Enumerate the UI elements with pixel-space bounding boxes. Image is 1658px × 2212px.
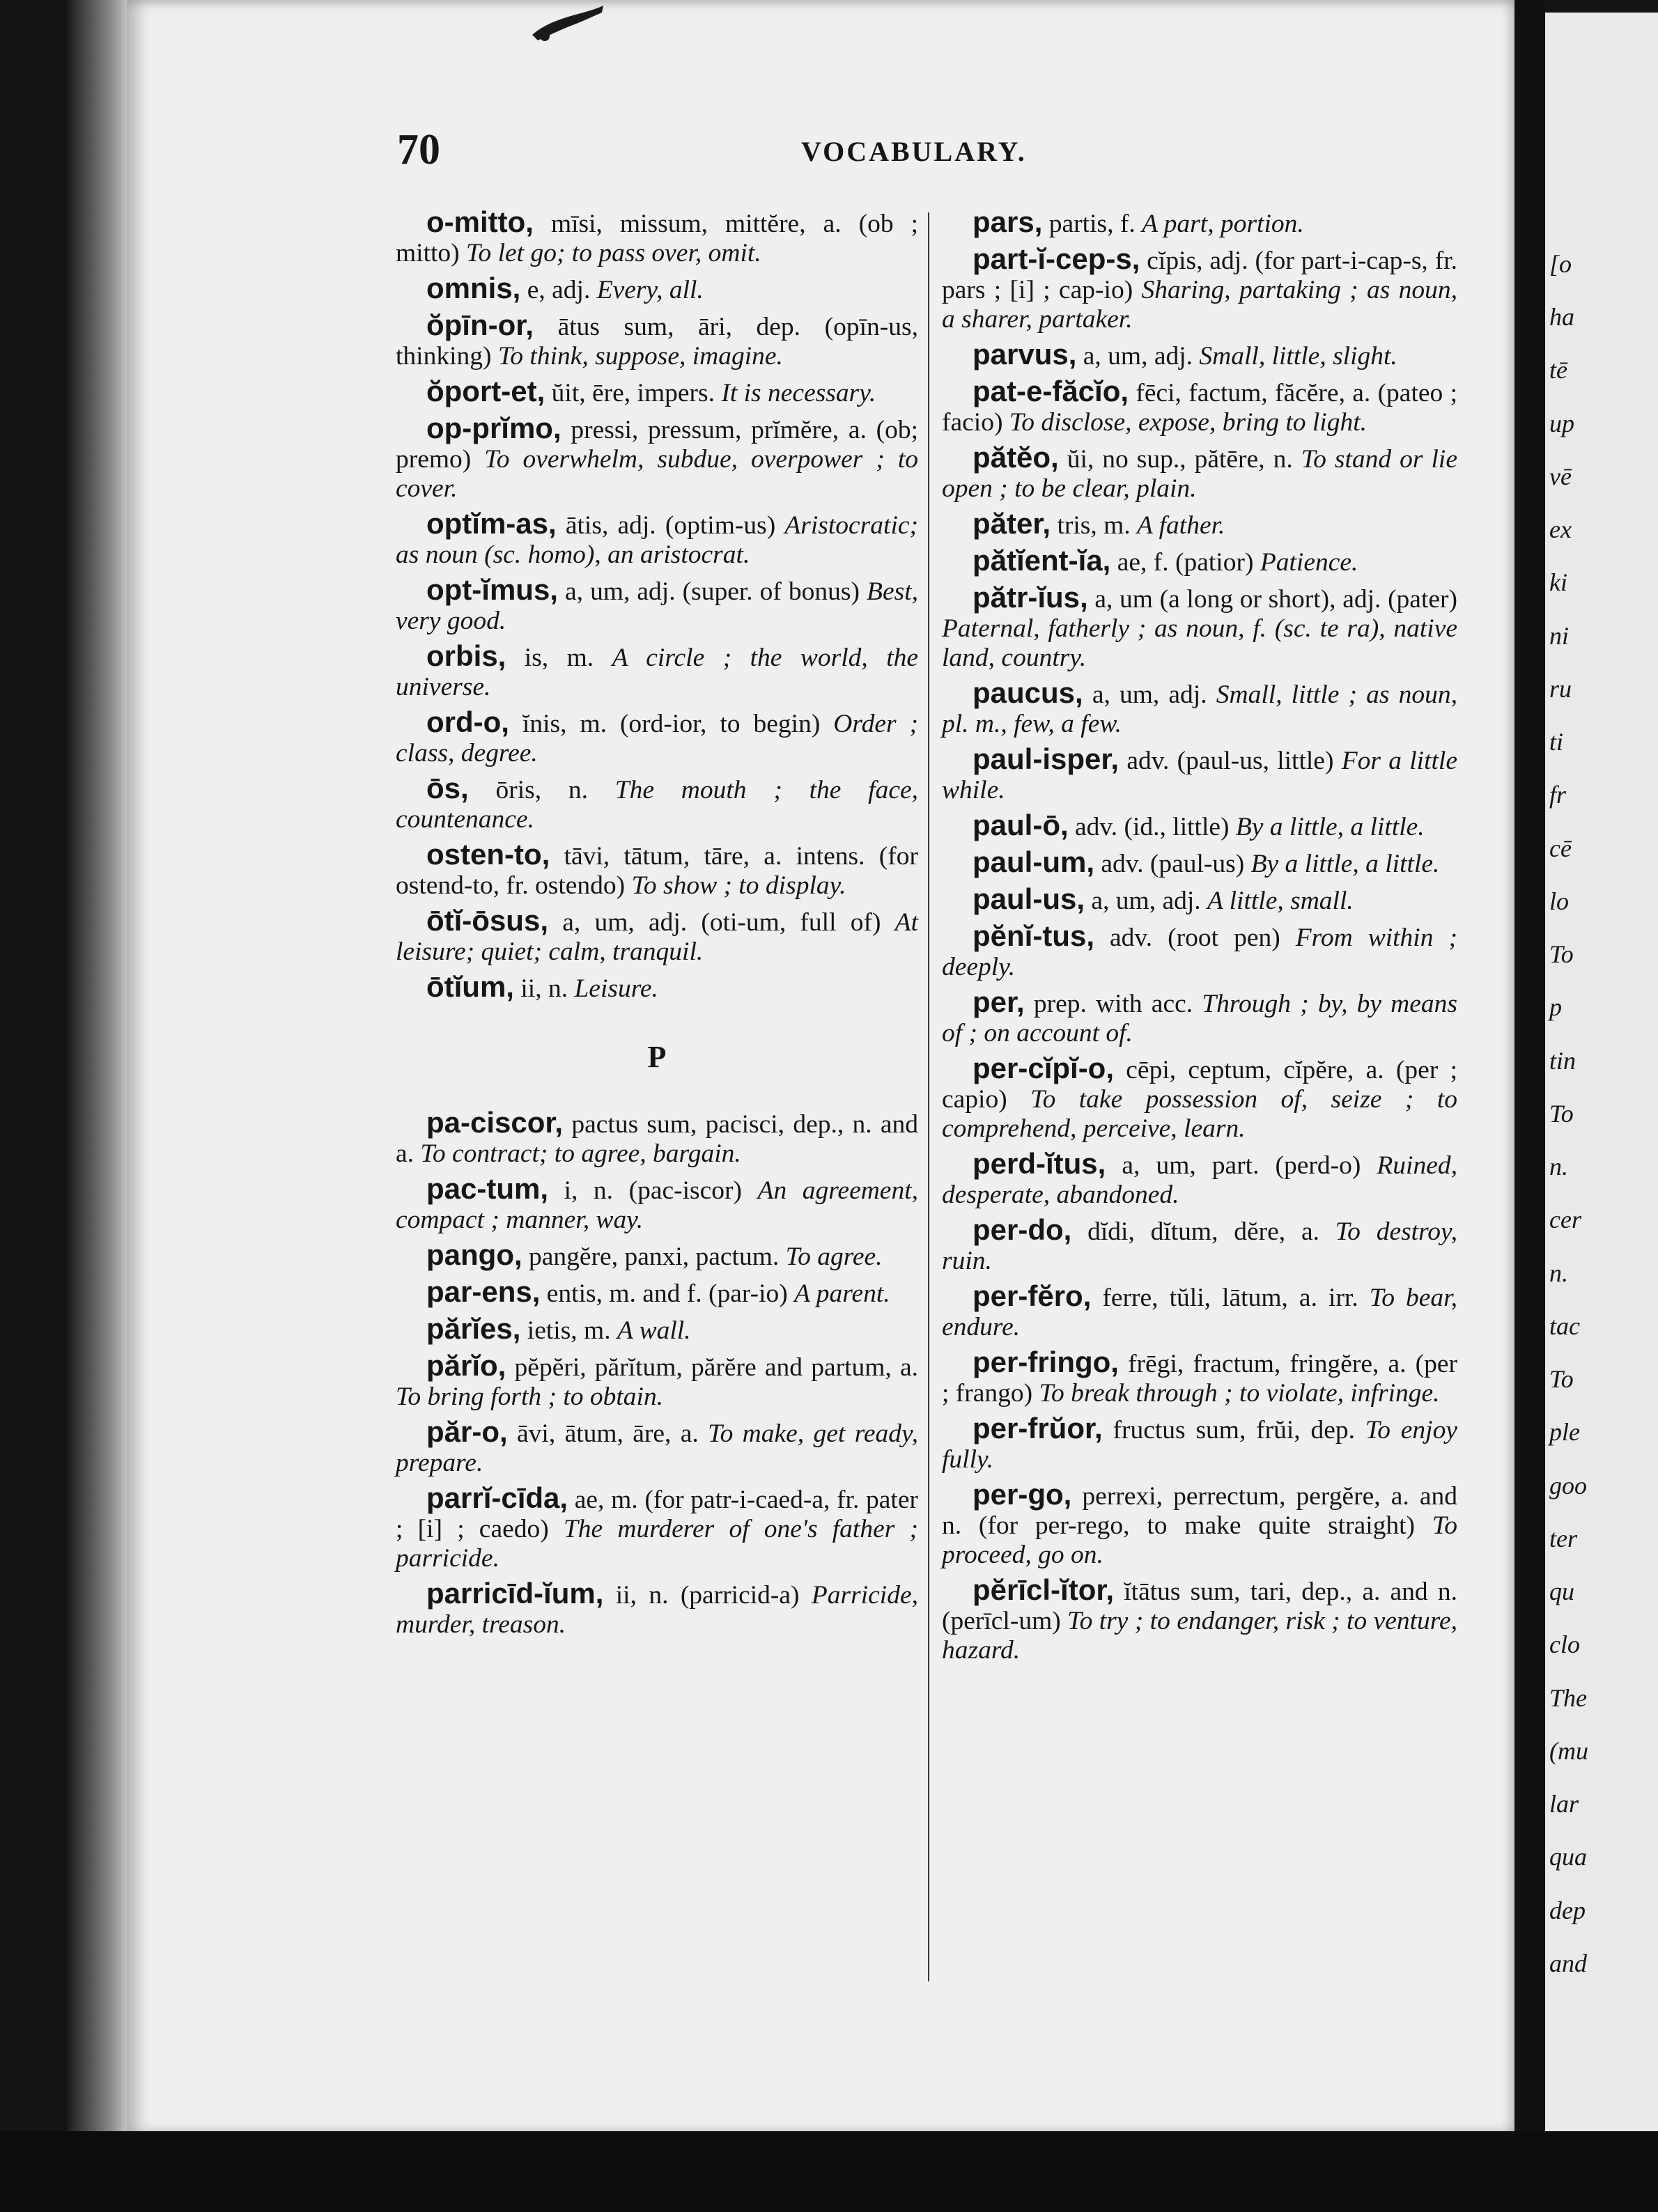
entry	[396, 414, 918, 504]
grammar: tris, m.	[1051, 511, 1138, 540]
grammar: a, um, part. (perd-o)	[1106, 1151, 1377, 1180]
definition: To show ; to display.	[631, 871, 846, 900]
grammar: a, um, adj.	[1083, 680, 1216, 709]
facing-page-fragment: n.	[1549, 1153, 1568, 1181]
headword: per-go,	[973, 1478, 1072, 1511]
facing-page-fragment: ha	[1549, 303, 1574, 332]
facing-page-fragment: To	[1549, 1365, 1574, 1394]
definition: A wall.	[617, 1316, 691, 1345]
definition: The murderer of one's father ; parricide.	[396, 1515, 919, 1573]
grammar: ŭit, ēre, impers.	[545, 379, 722, 407]
entry	[942, 1279, 1457, 1342]
definition: An agreement, compact ; manner, way.	[396, 1176, 918, 1234]
entry	[942, 1480, 1457, 1570]
facing-page-fragment: n.	[1549, 1259, 1568, 1287]
book-spine	[67, 0, 131, 2159]
headword: per-frŭor,	[973, 1412, 1103, 1444]
facing-page-fragment: qu	[1549, 1578, 1574, 1606]
facing-page-fragment: ex	[1549, 515, 1572, 544]
definition: To disclose, expose, bring to light.	[1009, 408, 1368, 437]
definition: By a little, a little.	[1250, 850, 1440, 878]
grammar: pangĕre, panxi, pactum.	[522, 1243, 786, 1271]
facing-page-fragment: cē	[1549, 834, 1572, 862]
headword: pĕnĭ-tus,	[973, 919, 1094, 952]
headword: parvus,	[973, 338, 1077, 371]
definition: To try ; to endanger, risk ; to venture, hazard.	[942, 1607, 1457, 1665]
facing-page-fragment: dep	[1549, 1896, 1586, 1924]
headword: parricīd-ĭum,	[426, 1577, 604, 1610]
definition: To enjoy fully.	[942, 1416, 1457, 1474]
definition: To proceed, go on.	[942, 1511, 1457, 1569]
grammar: ōris, n.	[468, 776, 615, 804]
entry	[396, 1174, 918, 1235]
definition: Patience.	[1260, 548, 1358, 577]
grammar: cĭpis, adj. (for part-i-cap-s, fr. pars ; [i] ; cap-io)	[942, 247, 1457, 304]
headword: paul-us,	[973, 882, 1085, 915]
facing-page-fragment: vē	[1549, 462, 1572, 490]
headword: optĭm-as,	[426, 507, 557, 540]
entry	[942, 678, 1457, 739]
entry	[942, 1149, 1457, 1210]
headword: osten-to,	[426, 838, 550, 871]
headword: parrĭ-cīda,	[426, 1481, 568, 1514]
page-gutter	[1514, 0, 1545, 2212]
definition: Through ; by, by means of ; on account of.	[942, 990, 1457, 1047]
entry	[396, 1483, 918, 1573]
headword: pătĭent-ĭa,	[973, 544, 1111, 577]
entry	[942, 1348, 1457, 1408]
grammar: adv. (paul-us)	[1094, 850, 1251, 878]
entry	[942, 509, 1457, 540]
facing-page-fragment: clo	[1549, 1630, 1580, 1659]
facing-page-fragment: To	[1549, 940, 1574, 969]
headword: păr-o,	[426, 1415, 508, 1448]
grammar: adv. (id., little)	[1068, 813, 1236, 841]
definition: A father.	[1137, 511, 1225, 540]
facing-page-fragment: (mu	[1549, 1736, 1588, 1765]
entry	[396, 972, 918, 1004]
entry	[942, 244, 1457, 334]
grammar: frēgi, fractum, fringĕre, a. (per ; frango)	[942, 1350, 1457, 1408]
scan-bottom-edge	[0, 2131, 1658, 2212]
headword: paucus,	[973, 676, 1083, 709]
entry	[942, 988, 1457, 1048]
headword: pa-ciscor,	[426, 1106, 564, 1139]
entry	[942, 205, 1457, 239]
entry	[396, 1240, 918, 1272]
definition: The mouth ; the face, countenance.	[396, 776, 918, 834]
entry	[942, 811, 1457, 842]
definition: To break through ; to violate, infringe.	[1039, 1379, 1440, 1408]
page-number: 70	[397, 126, 440, 173]
definition: Small, little, slight.	[1199, 342, 1397, 371]
definition: To agree.	[785, 1243, 883, 1271]
grammar: ietis, m.	[520, 1316, 617, 1345]
headword: paul-isper,	[973, 742, 1119, 775]
entry	[396, 641, 918, 702]
entry	[942, 340, 1457, 371]
headword: part-ĭ-cep-s,	[973, 242, 1140, 275]
headword: per,	[973, 986, 1025, 1018]
grammar: adv. (paul-us, little)	[1119, 747, 1342, 775]
headword: pango,	[426, 1238, 522, 1271]
entry	[396, 509, 918, 570]
entry	[396, 377, 918, 408]
definition: To overwhelm, subdue, overpower ; to cover.	[396, 445, 918, 503]
grammar: fructus sum, frŭi, dep.	[1102, 1416, 1365, 1444]
facing-page-fragment: ni	[1549, 621, 1570, 650]
entry	[396, 708, 918, 768]
entry	[396, 906, 918, 967]
entry	[396, 1579, 918, 1639]
grammar: ferre, tŭli, lātum, a. irr.	[1091, 1284, 1370, 1312]
headword: o-mitto,	[426, 205, 534, 238]
facing-page-fragment: ter	[1549, 1524, 1577, 1552]
facing-page-fragment: up	[1549, 409, 1574, 437]
headword: pătr-ĭus,	[973, 581, 1088, 614]
headword: pat-e-făcĭo,	[973, 375, 1129, 407]
grammar: ātus sum, āri, dep. (opīn-us, thinking)	[396, 313, 918, 371]
definition: At leisure; quiet; calm, tranquil.	[396, 908, 918, 966]
definition: For a little while.	[942, 747, 1457, 804]
grammar: ii, n. (parricid-a)	[603, 1581, 812, 1610]
grammar: cēpi, ceptum, cĭpĕre, a. (per ; capio)	[942, 1056, 1457, 1114]
grammar: ĭnis, m. (ord-ior, to begin)	[509, 710, 834, 738]
facing-page-fragment: tac	[1549, 1311, 1580, 1340]
left-column	[396, 205, 919, 1645]
headword: per-do,	[973, 1213, 1072, 1246]
definition: To think, suppose, imagine.	[497, 342, 783, 371]
grammar: a, um, adj. (oti-um, full of)	[548, 908, 895, 937]
definition: By a little, a little.	[1235, 813, 1425, 841]
grammar: fēci, factum, făcĕre, a. (pateo ; facio)	[942, 379, 1457, 437]
entry	[942, 583, 1457, 673]
headword: paul-ō,	[973, 809, 1069, 841]
grammar: ae, f. (patior)	[1110, 548, 1260, 577]
definition: A little, small.	[1207, 887, 1354, 915]
headword: opt-ĭmus,	[426, 573, 558, 606]
grammar: pĕpĕri, părĭtum, părĕre and partum, a.	[506, 1353, 918, 1382]
entry	[396, 274, 918, 305]
facing-page-fragment: cer	[1549, 1206, 1581, 1234]
definition: Small, little ; as noun, pl. m., few, a few.	[942, 680, 1457, 738]
entry	[396, 575, 918, 636]
headword: păter,	[973, 507, 1051, 540]
grammar: is, m.	[506, 644, 612, 672]
headword: pac-tum,	[426, 1172, 549, 1205]
grammar: ŭi, no sup., pătēre, n.	[1058, 445, 1301, 474]
definition: A parent.	[794, 1279, 890, 1308]
entry	[396, 1277, 918, 1309]
running-head	[397, 125, 1442, 181]
entry	[396, 1417, 918, 1478]
definition: A part, portion.	[1142, 210, 1304, 238]
definition: From within ; deeply.	[942, 924, 1457, 981]
definition: Ruined, desperate, abandoned.	[942, 1151, 1457, 1209]
definition: Aristocratic; as noun (sc. homo), an aristocrat.	[396, 511, 918, 569]
entry	[942, 1414, 1457, 1474]
grammar: adv. (root pen)	[1094, 924, 1296, 952]
grammar: e, adj.	[520, 276, 597, 304]
entry	[942, 882, 1457, 916]
facing-page-fragment: ple	[1549, 1418, 1580, 1447]
grammar: ātis, adj. (optim-us)	[556, 511, 785, 540]
grammar: prep. with acc.	[1024, 990, 1202, 1018]
entry	[396, 774, 918, 834]
headword: per-cĭpĭ-o,	[973, 1052, 1115, 1084]
entry	[396, 1351, 918, 1412]
headword: perd-ĭtus,	[973, 1147, 1106, 1180]
headword: ŏport-et,	[426, 375, 545, 407]
definition: To stand or lie open ; to be clear, plain.	[942, 445, 1457, 503]
headword: pĕrīcl-ĭtor,	[973, 1573, 1115, 1606]
definition: Leisure.	[574, 974, 658, 1003]
headword: per-fĕro,	[973, 1279, 1092, 1312]
entry	[942, 1215, 1457, 1276]
facing-page-fragment: fr	[1549, 781, 1567, 809]
headword: ŏpīn-or,	[426, 309, 534, 341]
facing-page-fragment: lo	[1549, 887, 1570, 915]
page-title: VOCABULARY.	[801, 136, 1027, 167]
facing-page-edge	[1545, 13, 1658, 2137]
ink-smudge-icon	[529, 4, 606, 42]
entry	[396, 1108, 918, 1169]
definition: It is necessary.	[721, 379, 876, 407]
grammar: pressi, pressum, prĭmĕre, a. (ob; premo)	[396, 416, 918, 474]
grammar: entis, m. and f. (par-io)	[540, 1279, 795, 1308]
facing-page-fragment: p	[1549, 993, 1562, 1022]
entry	[396, 311, 918, 371]
definition: To make, get ready, prepare.	[396, 1419, 918, 1477]
definition: To contract; to agree, bargain.	[420, 1139, 741, 1168]
headword: omnis,	[426, 272, 521, 304]
definition: To bring forth ; to obtain.	[396, 1382, 664, 1411]
definition: Best, very good.	[396, 577, 918, 635]
entry	[396, 205, 918, 268]
grammar: partis, f.	[1042, 210, 1142, 238]
definition: Order ; class, degree.	[396, 710, 918, 768]
headword: orbis,	[426, 639, 506, 672]
headword: părĭes,	[426, 1312, 521, 1345]
facing-page-fragment: qua	[1549, 1843, 1587, 1871]
right-column	[942, 205, 1458, 1671]
grammar: a, um, adj.	[1085, 887, 1208, 915]
facing-page-fragment: goo	[1549, 1471, 1587, 1500]
grammar: perrexi, perrectum, pergĕre, a. and n. (for per-rego, to make quite straight)	[942, 1482, 1457, 1540]
grammar: ae, m. (for patr-i-caed-a, fr. pater ; [i] ; caedo)	[396, 1486, 918, 1543]
entry	[942, 1575, 1457, 1665]
entry	[942, 546, 1457, 577]
definition: Paternal, fatherly ; as noun, f. (sc. te ra), native land, country.	[942, 614, 1457, 672]
headword: par-ens,	[426, 1275, 541, 1308]
facing-page-fragment: tin	[1549, 1046, 1576, 1075]
grammar: dĭdi, dĭtum, dĕre, a.	[1071, 1217, 1335, 1246]
column-divider	[928, 212, 929, 1981]
headword: părĭo,	[426, 1349, 506, 1382]
entry	[942, 742, 1457, 805]
grammar: a, um (a long or short), adj. (pater)	[1087, 585, 1457, 614]
headword: pătĕo,	[973, 441, 1059, 474]
facing-page-fragment: and	[1549, 1949, 1587, 1977]
definition: To take possession of, seize ; to comprehend, perceive, learn.	[942, 1085, 1458, 1143]
entry	[942, 443, 1457, 504]
definition: Parricide, murder, treason.	[396, 1581, 918, 1639]
entry	[396, 1314, 918, 1346]
definition: Sharing, partaking ; as noun, a sharer, partaker.	[942, 276, 1458, 334]
definition: A circle ; the world, the universe.	[396, 644, 919, 701]
facing-page-fragment: ti	[1549, 728, 1564, 756]
headword: per-fringo,	[973, 1346, 1119, 1378]
grammar: āvi, ātum, āre, a.	[507, 1419, 708, 1448]
headword: ord-o,	[426, 706, 509, 738]
entry	[942, 921, 1457, 982]
entry	[942, 1054, 1457, 1144]
entry	[396, 840, 918, 901]
headword: pars,	[973, 205, 1043, 238]
facing-page-fragment: tē	[1549, 356, 1567, 384]
grammar: a, um, adj.	[1076, 342, 1200, 371]
definition: Every, all.	[596, 276, 704, 304]
facing-page-fragment: To	[1549, 1099, 1574, 1128]
grammar: ĭtātus sum, tari, dep., a. and n. (perīcl-um)	[942, 1578, 1457, 1635]
definition: To let go; to pass over, omit.	[466, 239, 761, 267]
grammar: i, n. (pac-iscor)	[548, 1176, 758, 1205]
headword: ōtĭum,	[426, 970, 514, 1003]
headword: ōs,	[426, 772, 469, 804]
facing-page-fragment: ki	[1549, 568, 1567, 597]
facing-page-fragment: ru	[1549, 674, 1572, 703]
grammar: ii, n.	[513, 974, 575, 1003]
facing-page-fragment: The	[1549, 1683, 1587, 1712]
entry	[942, 848, 1457, 879]
grammar: pactus sum, pacisci, dep., n. and a.	[396, 1110, 918, 1168]
headword: ōtĭ-ōsus,	[426, 904, 548, 937]
definition: To destroy, ruin.	[942, 1217, 1458, 1275]
section-letter: P	[647, 1040, 667, 1074]
headword: op-prĭmo,	[426, 412, 561, 444]
facing-page-fragment: [o	[1549, 250, 1572, 278]
headword: paul-um,	[973, 846, 1094, 878]
grammar: mīsi, missum, mittĕre, a. (ob ; mitto)	[396, 210, 918, 267]
grammar: tāvi, tātum, tāre, a. intens. (for ostend-to, fr. ostendo)	[396, 842, 918, 900]
grammar: a, um, adj. (super. of bonus)	[557, 577, 867, 606]
facing-page-fragment: lar	[1549, 1790, 1579, 1818]
definition: To bear, endure.	[942, 1284, 1457, 1341]
entry	[942, 377, 1457, 437]
